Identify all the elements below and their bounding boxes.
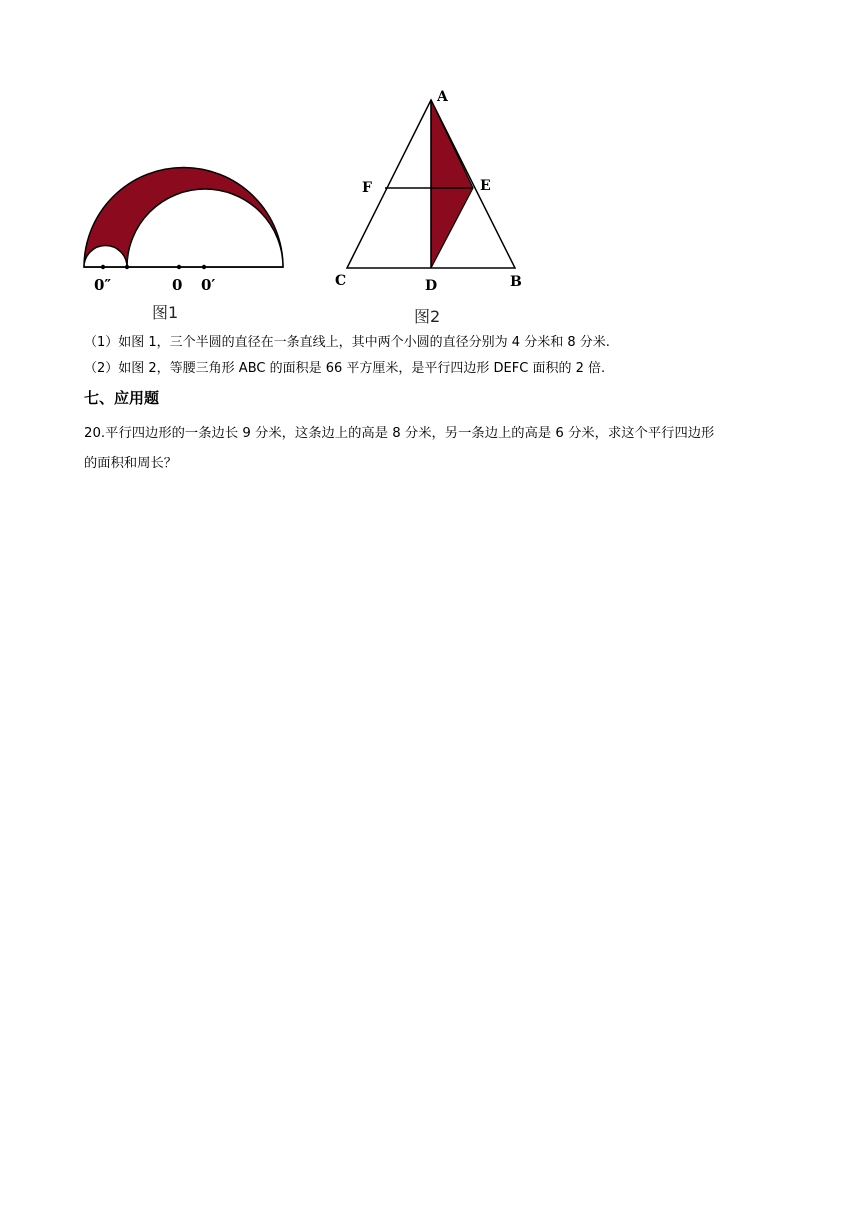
figure1-label-o: 0 <box>172 276 183 294</box>
figure1-caption: 图1 <box>152 303 179 322</box>
problem-item-1: （1）如图 1，三个半圆的直径在一条直线上，其中两个小圆的直径分别为 4 分米和 8 分米. <box>84 335 610 350</box>
figure2-caption: 图2 <box>414 307 441 326</box>
figure1-dot-o-double <box>101 265 105 269</box>
figure1-dot-small-end <box>125 265 129 269</box>
figure2-label-f: F <box>362 180 372 196</box>
figure1-label-o-prime: 0′ <box>201 276 216 294</box>
problem-item-2: （2）如图 2，等腰三角形 ABC 的面积是 66 平方厘米，是平行四边形 DEFC 面积的 2 倍. <box>84 361 606 376</box>
figures-area <box>0 0 860 330</box>
figure2-label-d: D <box>425 278 438 294</box>
section-title: 七、应用题 <box>84 389 160 407</box>
figure1-dot-o <box>177 265 181 269</box>
figure2-label-c: C <box>335 273 347 289</box>
figure2-label-a: A <box>437 89 448 105</box>
figure2-label-e: E <box>480 178 491 194</box>
figure2-label-b: B <box>510 274 522 290</box>
figure1-label-o-double: 0″ <box>94 276 112 294</box>
figure2-shaded-region <box>431 100 473 268</box>
question-line-2: 的面积和周长？ <box>84 456 178 471</box>
figure1-dot-o-prime <box>202 265 206 269</box>
question-line-1: 20.平行四边形的一条边长 9 分米，这条边上的高是 8 分米，另一条边上的高是 6 分米，求这个平行四边形 <box>84 426 715 441</box>
